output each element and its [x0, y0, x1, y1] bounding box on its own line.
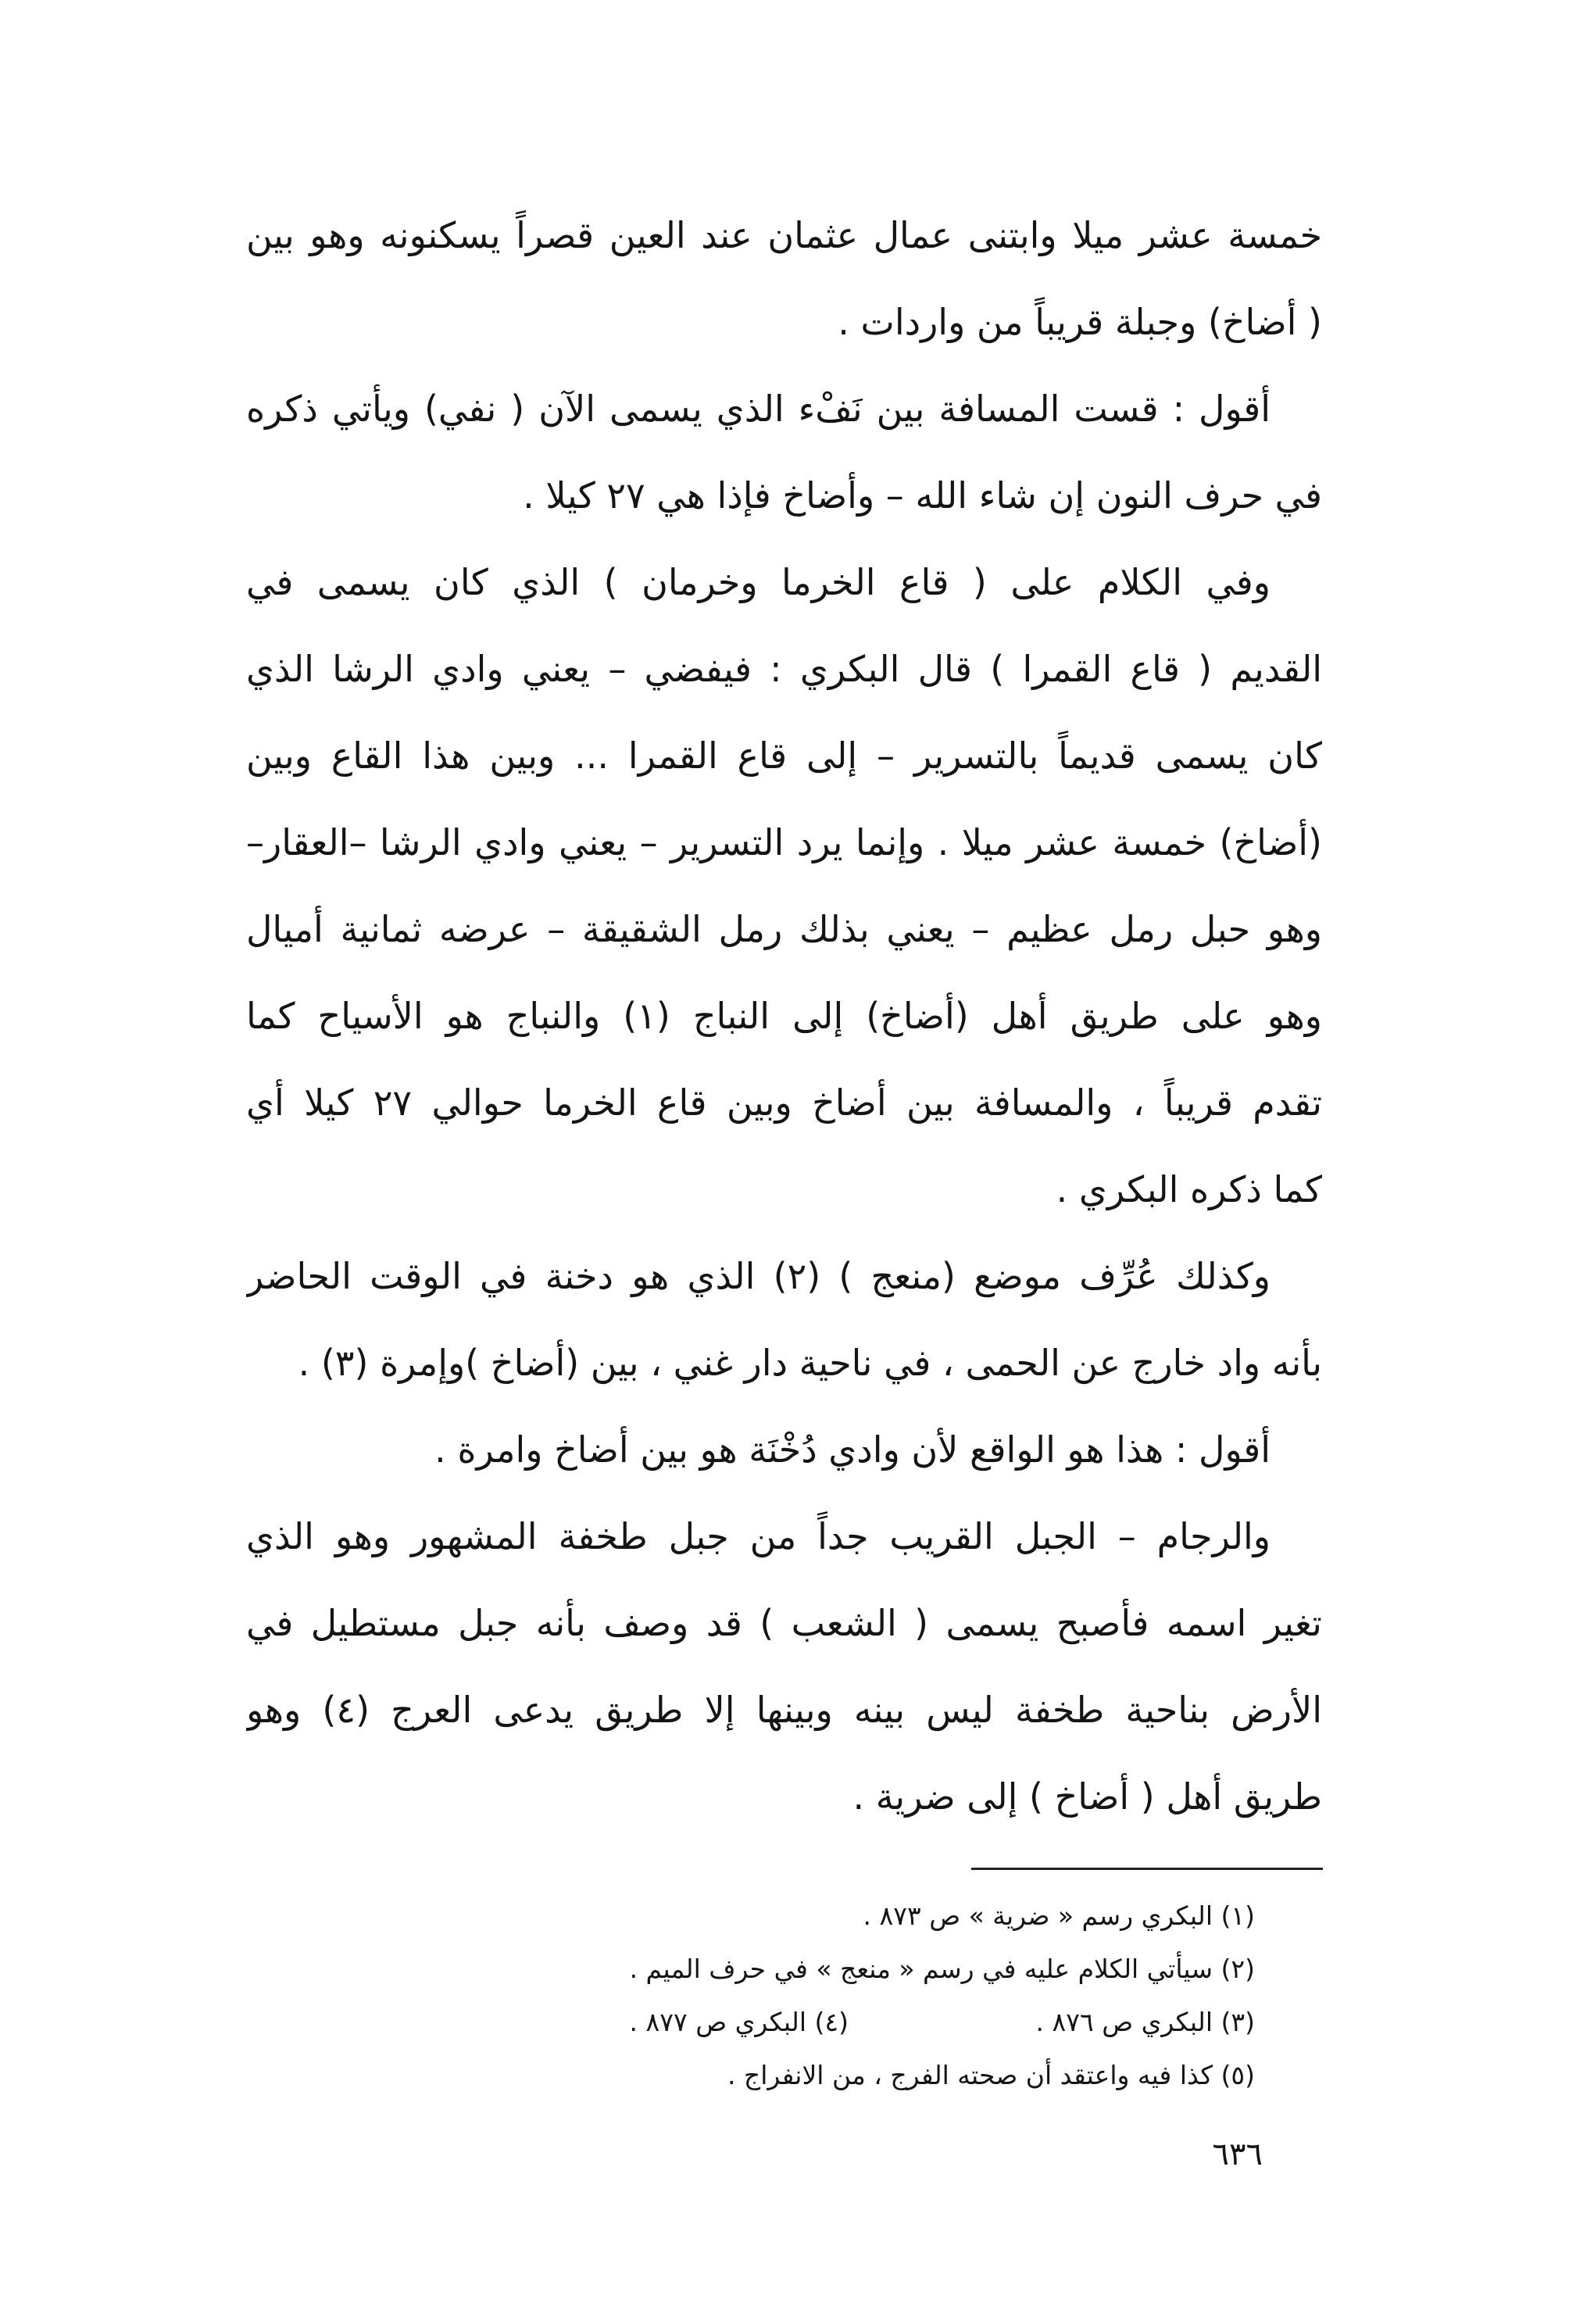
body-line: وهو حبل رمل عظيم – يعني بذلك رمل الشقيقة – عرضه ثمانية أميال	[246, 908, 1322, 950]
paragraph	[246, 1407, 1322, 1493]
footnote: (٢) سيأتي الكلام عليه في رسم « منعج » في حرف الميم .	[629, 1954, 1255, 1984]
body-line: أقول : قست المسافة بين نَفْء الذي يسمى الآن ( نفي) ويأتي ذكره	[246, 388, 1271, 430]
footnotes	[314, 1890, 1255, 2102]
footnote: (٣) البكري ص ٨٧٦ .	[1035, 2007, 1255, 2037]
body-line: وفي الكلام على ( قاع الخرما وخرمان ) الذي كان يسمى في	[246, 561, 1271, 603]
body-line: الأرض بناحية طخفة ليس بينه وبينها إلا طريق يدعى العرج (٤) وهو	[246, 1689, 1322, 1731]
footnote: (٥) كذا فيه واعتقد أن صحته الفرج ، من الانفراج .	[727, 2060, 1255, 2090]
body-line: طريق أهل ( أضاخ ) إلى ضرية .	[852, 1775, 1322, 1818]
body-line: أقول : هذا هو الواقع لأن وادي دُخْنَة هو بين أضاخ وامرة .	[434, 1428, 1271, 1471]
footnote: (٤) البكري ص ٨٧٧ .	[629, 2007, 849, 2037]
body-line: والرجام – الجبل القريب جداً من جبل طخفة المشهور وهو الذي	[246, 1515, 1271, 1557]
body-line: وكذلك عُرِّف موضع (منعج ) (٢) الذي هو دخنة في الوقت الحاضر	[246, 1255, 1271, 1297]
paragraph	[246, 539, 1322, 1233]
body-line: خمسة عشر ميلا وابتنى عمال عثمان عند العين قصراً يسكنونه وهو بين	[246, 214, 1322, 256]
body-line: في حرف النون إن شاء الله – وأضاخ فإذا هي ٢٧ كيلا .	[523, 474, 1322, 517]
paragraph	[246, 1233, 1322, 1407]
footnote: (١) البكري رسم « ضرية » ص ٨٧٣ .	[863, 1900, 1255, 1931]
body-line: القديم ( قاع القمرا ) قال البكري : فيفضي – يعني وادي الرشا الذي	[246, 648, 1322, 690]
body-line: تقدم قريباً ، والمسافة بين أضاخ وبين قاع الخرما حوالي ٢٧ كيلا أي	[246, 1082, 1322, 1124]
paragraph	[246, 192, 1322, 366]
body-line: (أضاخ) خمسة عشر ميلا . وإنما يرد التسرير – يعني وادي الرشا –العقار–	[246, 821, 1322, 863]
paragraph	[246, 1493, 1322, 1840]
paragraph	[246, 366, 1322, 539]
footnote-separator	[971, 1868, 1323, 1870]
body-line: بأنه واد خارج عن الحمى ، في ناحية دار غني ، بين (أضاخ )وإمرة (٣) .	[298, 1342, 1322, 1384]
body-line: ( أضاخ) وجبلة قريباً من واردات .	[838, 301, 1322, 343]
body-line: كان يسمى قديماً بالتسرير – إلى قاع القمرا ... وبين هذا القاع وبين	[246, 735, 1322, 777]
body-line: كما ذكره البكري .	[1056, 1168, 1322, 1210]
body-line: وهو على طريق أهل (أضاخ) إلى النباج (١) والنباج هو الأسياح كما	[246, 995, 1322, 1037]
page-number: ٦٣٦	[1212, 2136, 1263, 2172]
footnote-row	[314, 1996, 1255, 2049]
main-text	[246, 192, 1322, 1840]
body-line: تغير اسمه فأصبح يسمى ( الشعب ) قد وصف بأنه جبل مستطيل في	[246, 1602, 1322, 1644]
